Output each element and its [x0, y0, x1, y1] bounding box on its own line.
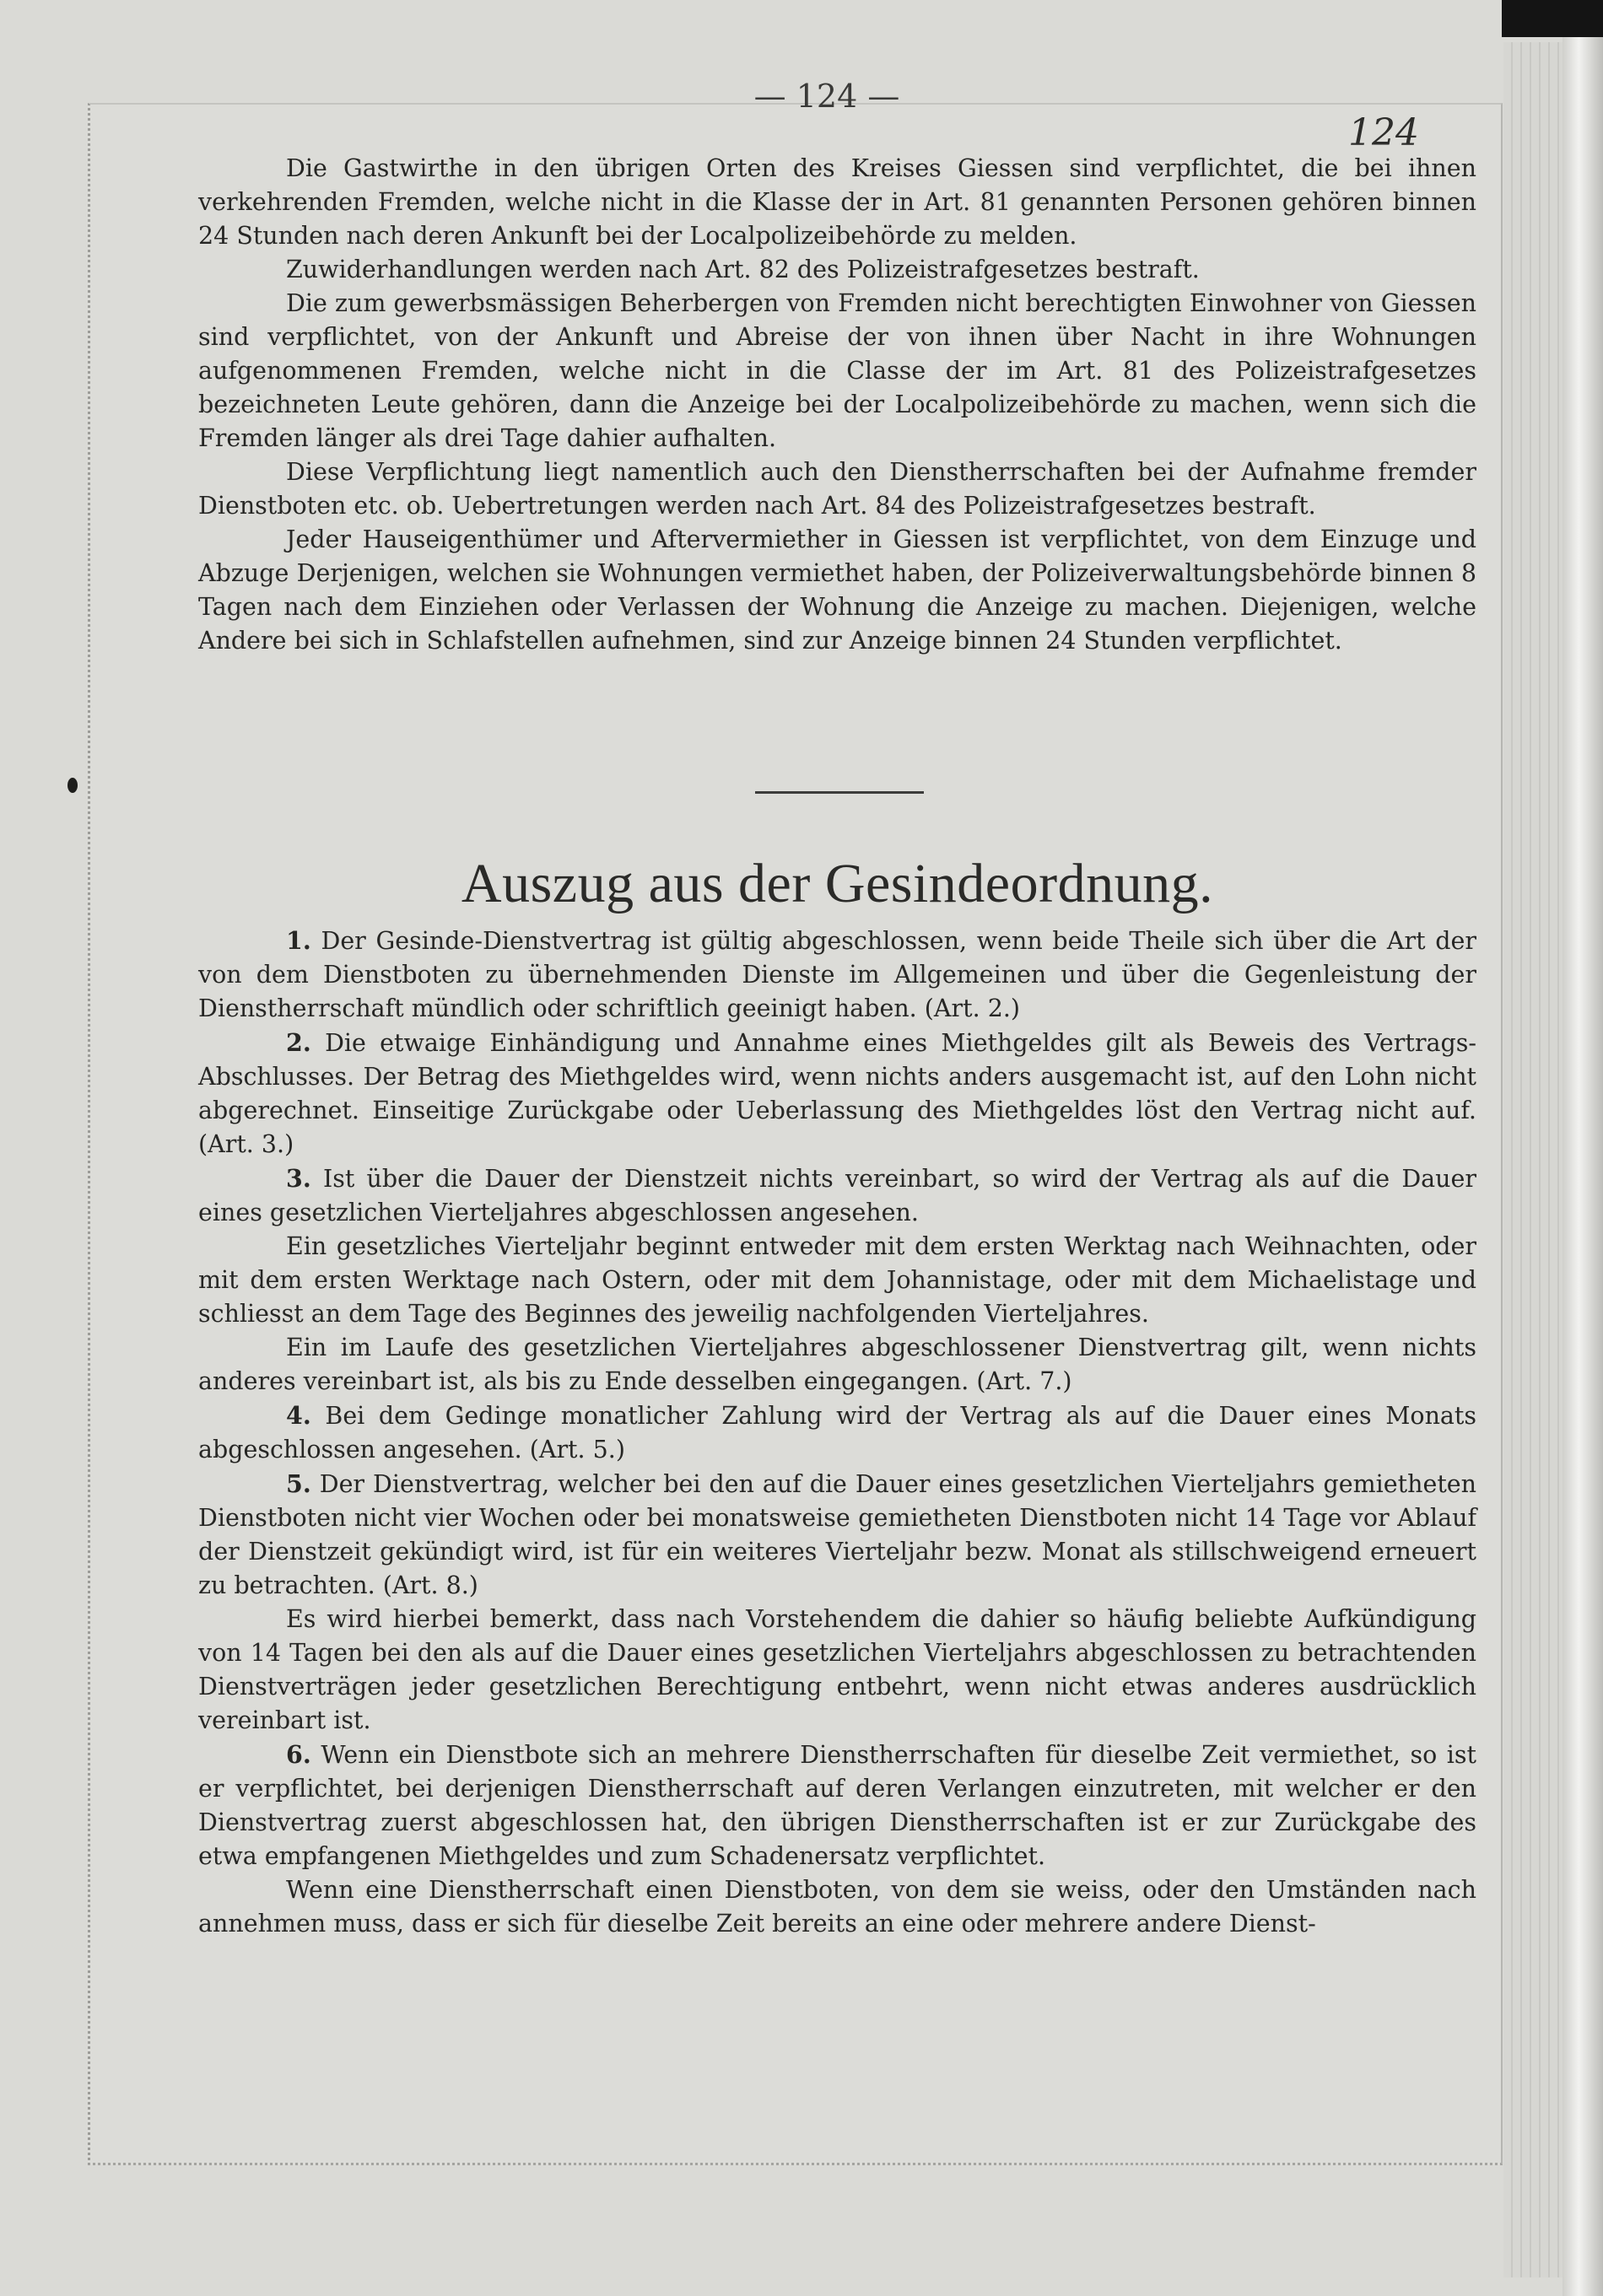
paragraph: Die zum gewerbsmässigen Beherbergen von Fremden nicht berechtigten Einwohner von Giessen sind verpflichtet, von der Ankunft und Abreise der von ihnen über Nacht in ihre Wohnungen aufgenommenen Fremden, welche nicht in die Classe der im Art. 81 des Polizeistrafgesetzes bezeichneten Leute gehören, dann die Anzeige bei der Localpolizeibehörde zu machen, wenn sich die Fremden länger als drei Tage dahier aufhalten. — [198, 289, 1476, 452]
paragraph-number: 4. — [286, 1401, 311, 1430]
scan-dark-corner — [1502, 0, 1603, 37]
paragraph-number: 1. — [286, 926, 311, 955]
paragraph-text: Wenn eine Dienstherrschaft einen Dienstboten, von dem sie weiss, oder den Umständen nach annehmen muss, dass er sich für dieselbe Zeit bereits an eine oder mehrere andere Dienst- — [198, 1876, 1476, 1938]
paragraph-text: Ist über die Dauer der Dienstzeit nichts vereinbart, so wird der Vertrag als auf die Dauer eines gesetzlichen Vierteljahres abgeschlossen angesehen. — [198, 1165, 1477, 1226]
paragraph-number: 6. — [286, 1740, 311, 1769]
paragraph-text: Der Dienstvertrag, welcher bei den auf die Dauer eines gesetzlichen Vierteljahrs gemietheten Dienstboten nicht vier Wochen oder bei monatsweise gemietheten Dienstboten nicht 14 Tage vor Ablauf der Dienstzeit gekündigt wird, ist für ein weiteres Vierteljahr bezw. Monat als stillschweigend erneuert zu betrachten. (Art. 8.) — [198, 1470, 1477, 1599]
numbered-paragraph — [198, 1467, 1476, 1603]
paragraph — [198, 1873, 1476, 1941]
section-text-block — [198, 924, 1476, 1941]
section-divider — [755, 791, 924, 794]
paragraph: Zuwiderhandlungen werden nach Art. 82 des Polizeistrafgesetzes bestraft. — [286, 256, 1200, 283]
page-folio: — 124 — — [753, 78, 900, 115]
paragraph-text: Ein gesetzliches Vierteljahr beginnt entweder mit dem ersten Werktag nach Weihnachten, oder mit dem ersten Werktage nach Ostern, oder mit dem Johannistage, oder mit dem Michaelistage und schliesst an dem Tage des Beginnes des jeweilig nachfolgenden Vierteljahres. — [198, 1232, 1476, 1328]
paragraph-text: Ein im Laufe des gesetzlichen Vierteljahres abgeschlossener Dienstvertrag gilt, wenn nichts anderes vereinbart ist, als bis zu Ende desselben eingegangen. (Art. 7.) — [198, 1334, 1476, 1395]
numbered-paragraph — [198, 1161, 1476, 1230]
paragraph — [198, 1230, 1476, 1331]
paragraph: Diese Verpflichtung liegt namentlich auch den Dienstherrschaften bei der Aufnahme fremder Dienstboten etc. ob. Uebertretungen werden nach Art. 84 des Polizeistrafgesetzes bestraft. — [198, 458, 1476, 520]
margin-ink-mark — [67, 778, 78, 793]
book-binding — [1563, 0, 1603, 2296]
paragraph — [198, 1331, 1476, 1399]
top-text-block — [198, 152, 1476, 658]
section-heading: Auszug aus der Gesindeordnung. — [461, 853, 1214, 914]
paragraph-text: Wenn ein Dienstbote sich an mehrere Dienstherrschaften für dieselbe Zeit vermiethet, so ist er verpflichtet, bei derjenigen Dienstherrschaft auf deren Verlangen einzutreten, mit welcher er den Dienstvertrag zuerst abgeschlossen hat, den übrigen Dienstherrschaften ist er zur Zurückgabe des etwa empfangenen Miethgeldes und zum Schadenersatz verpflichtet. — [198, 1741, 1476, 1870]
paragraph-number: 2. — [286, 1028, 311, 1057]
numbered-paragraph — [198, 1026, 1476, 1161]
paragraph-number: 5. — [286, 1469, 311, 1498]
paragraph: Die Gastwirthe in den übrigen Orten des Kreises Giessen sind verpflichtet, die bei ihnen verkehrenden Fremden, welche nicht in die Klasse der in Art. 81 genannten Personen gehören binnen 24 Stunden nach deren Ankunft bei der Localpolizeibehörde zu melden. — [198, 154, 1476, 250]
numbered-paragraph — [198, 1738, 1476, 1873]
page-stack-edges — [1503, 42, 1563, 2277]
paragraph-text: Es wird hierbei bemerkt, dass nach Vorstehendem die dahier so häufig beliebte Aufkündigung von 14 Tagen bei den als auf die Dauer eines gesetzlichen Vierteljahrs abgeschlossen zu betrachtenden Dienstverträgen jeder gesetzlichen Berechtigung entbehrt, wenn nicht etwas anderes ausdrücklich vereinbart ist. — [198, 1605, 1476, 1734]
paragraph-text: Die etwaige Einhändigung und Annahme eines Miethgeldes gilt als Beweis des Vertrags-Abschlusses. Der Betrag des Miethgeldes wird, wenn nichts anders ausgemacht ist, auf den Lohn nicht abgerechnet. Einseitige Zurückgabe oder Ueberlassung des Miethgeldes löst den Vertrag nicht auf. (Art. 3.) — [198, 1029, 1476, 1158]
paragraph-text: Der Gesinde-Dienstvertrag ist gültig abgeschlossen, wenn beide Theile sich über die Art der von dem Dienstboten zu übernehmenden Dienste im Allgemeinen und über die Gegenleistung der Dienstherrschaft mündlich oder schriftlich geeinigt haben. (Art. 2.) — [198, 927, 1476, 1022]
paragraph-text: Bei dem Gedinge monatlicher Zahlung wird der Vertrag als auf die Dauer eines Monats abgeschlossen angesehen. (Art. 5.) — [198, 1402, 1476, 1463]
paragraph — [198, 1603, 1476, 1738]
numbered-paragraph — [198, 1399, 1476, 1467]
paragraph-number: 3. — [286, 1164, 311, 1193]
paragraph: Jeder Hauseigenthümer und Aftervermiether in Giessen ist verpflichtet, von dem Einzuge und Abzuge Derjenigen, welchen sie Wohnungen vermiethet haben, der Polizeiverwaltungsbehörde binnen 8 Tagen nach dem Einziehen oder Verlassen der Wohnung die Anzeige zu machen. Diejenigen, welche Andere bei sich in Schlafstellen aufnehmen, sind zur Anzeige binnen 24 Stunden verpflichtet. — [198, 525, 1476, 655]
handwritten-folio: 124 — [1348, 111, 1419, 154]
numbered-paragraph — [198, 924, 1476, 1026]
